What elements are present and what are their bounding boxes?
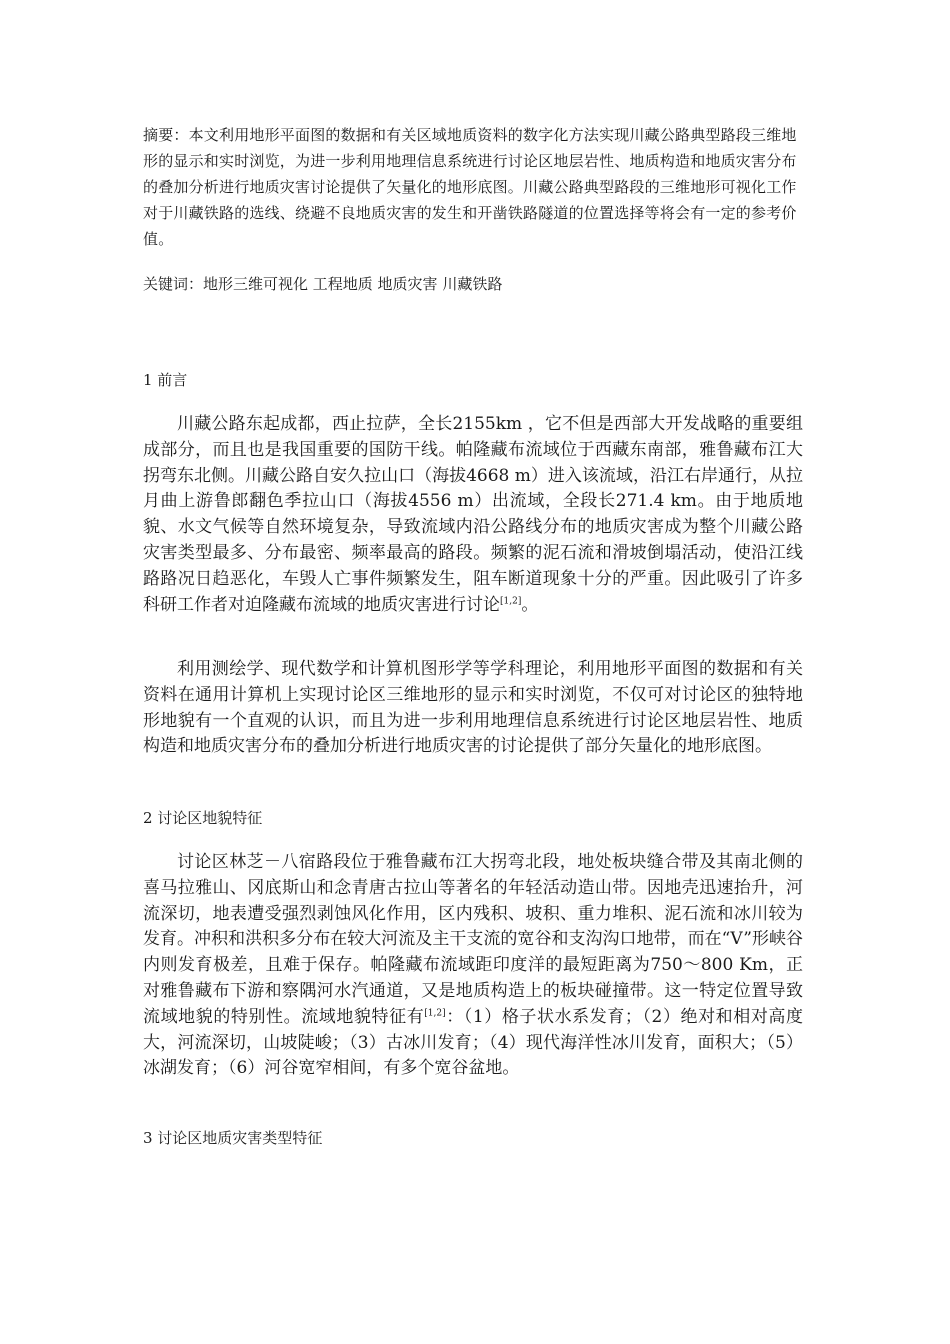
keywords: [143, 272, 803, 296]
citation-ref: [1,2]: [500, 595, 522, 606]
paragraph-tail: 。: [521, 594, 539, 615]
citation-ref: [1,2]: [424, 1008, 446, 1019]
section-heading-hazards: 3 讨论区地质灾害类型特征: [143, 1129, 323, 1147]
paragraph-intro-1: [143, 412, 803, 618]
keywords-label: 关键词：: [143, 275, 204, 293]
paragraph-text: 利用测绘学、现代数学和计算机图形学等学科理论，利用地形平面图的数据和有关资料在通用计算机上实现讨论区三维地形的显示和实时浏览，不仅可对讨论区的独特地形地貌有一个直观的认识，而且为进一步利用地理信息系统进行讨论区地层岩性、地质构造和地质灾害分布的叠加分析进行地质灾害的讨论提供了部分矢量化的地形底图。: [143, 659, 803, 757]
paragraph-geomorphology-1: [143, 850, 803, 1082]
paragraph-intro-2: [143, 657, 803, 760]
section-heading-geomorphology: 2 讨论区地貌特征: [143, 809, 263, 827]
section-heading-intro: 1 前言: [143, 371, 188, 389]
abstract-text: 本文利用地形平面图的数据和有关区域地质资料的数字化方法实现川藏公路典型路段三维地形的显示和实时浏览，为进一步利用地理信息系统进行讨论区地层岩性、地质构造和地质灾害分布的叠加分析进行地质灾害讨论提供了矢量化的地形底图。川藏公路典型路段的三维地形可视化工作对于川藏铁路的选线、绕避不良地质灾害的发生和开凿铁路隧道的位置选择等将会有一定的参考价值。: [143, 126, 797, 248]
abstract: [143, 122, 803, 252]
paragraph-text: 讨论区林芝－八宿路段位于雅鲁藏布江大拐弯北段，地处板块缝合带及其南北侧的喜马拉雅山、冈底斯山和念青唐古拉山等著名的年轻活动造山带。因地壳迅速抬升，河流深切，地表遭受强烈剥蚀风化作用，区内残积、坡积、重力堆积、泥石流和冰川较为发育。冲积和洪积多分布在较大河流及主干支流的宽谷和支沟沟口地带，而在“V”形峡谷内则发育极差，且难于保存。帕隆藏布流域距印度洋的最短距离为750～800 Km，正对雅鲁藏布下游和察隅河水汽通道，又是地质构造上的板块碰撞带。这一特定位置导致流域地貌的特别性。流域地貌特征有: [143, 852, 803, 1027]
paragraph-tail: ：（1）格子状水系发育；（2）绝对和相对高度大，河流深切，山坡陡峻；（3）古冰川发育；（4）现代海洋性冰川发育，面积大；（5）冰湖发育；（6）河谷宽窄相间，有多个宽谷盆地。: [143, 1006, 804, 1079]
paragraph-text: 川藏公路东起成都，西止拉萨，全长2155km ，它不但是西部大开发战略的重要组成部分，而且也是我国重要的国防干线。帕隆藏布流域位于西藏东南部，雅鲁藏布江大拐弯东北侧。川藏公路自安久拉山口（海拔4668 m）进入该流域，沿江右岸通行，从拉月曲上游鲁郎翻色季拉山口（海拔4556 m）出流域，全段长271.4 km。由于地质地貌、水文气候等自然环境复杂，导致流域内沿公路线分布的地质灾害成为整个川藏公路灾害类型最多、分布最密、频率最高的路段。频繁的泥石流和滑坡倒塌活动，使沿江线路路况日趋恶化，车毁人亡事件频繁发生，阻车断道现象十分的严重。因此吸引了许多科研工作者对迫隆藏布流域的地质灾害进行讨论: [143, 414, 803, 615]
keywords-text: 地形三维可视化 工程地质 地质灾害 川藏铁路: [203, 275, 503, 293]
abstract-label: 摘要：: [143, 126, 189, 144]
